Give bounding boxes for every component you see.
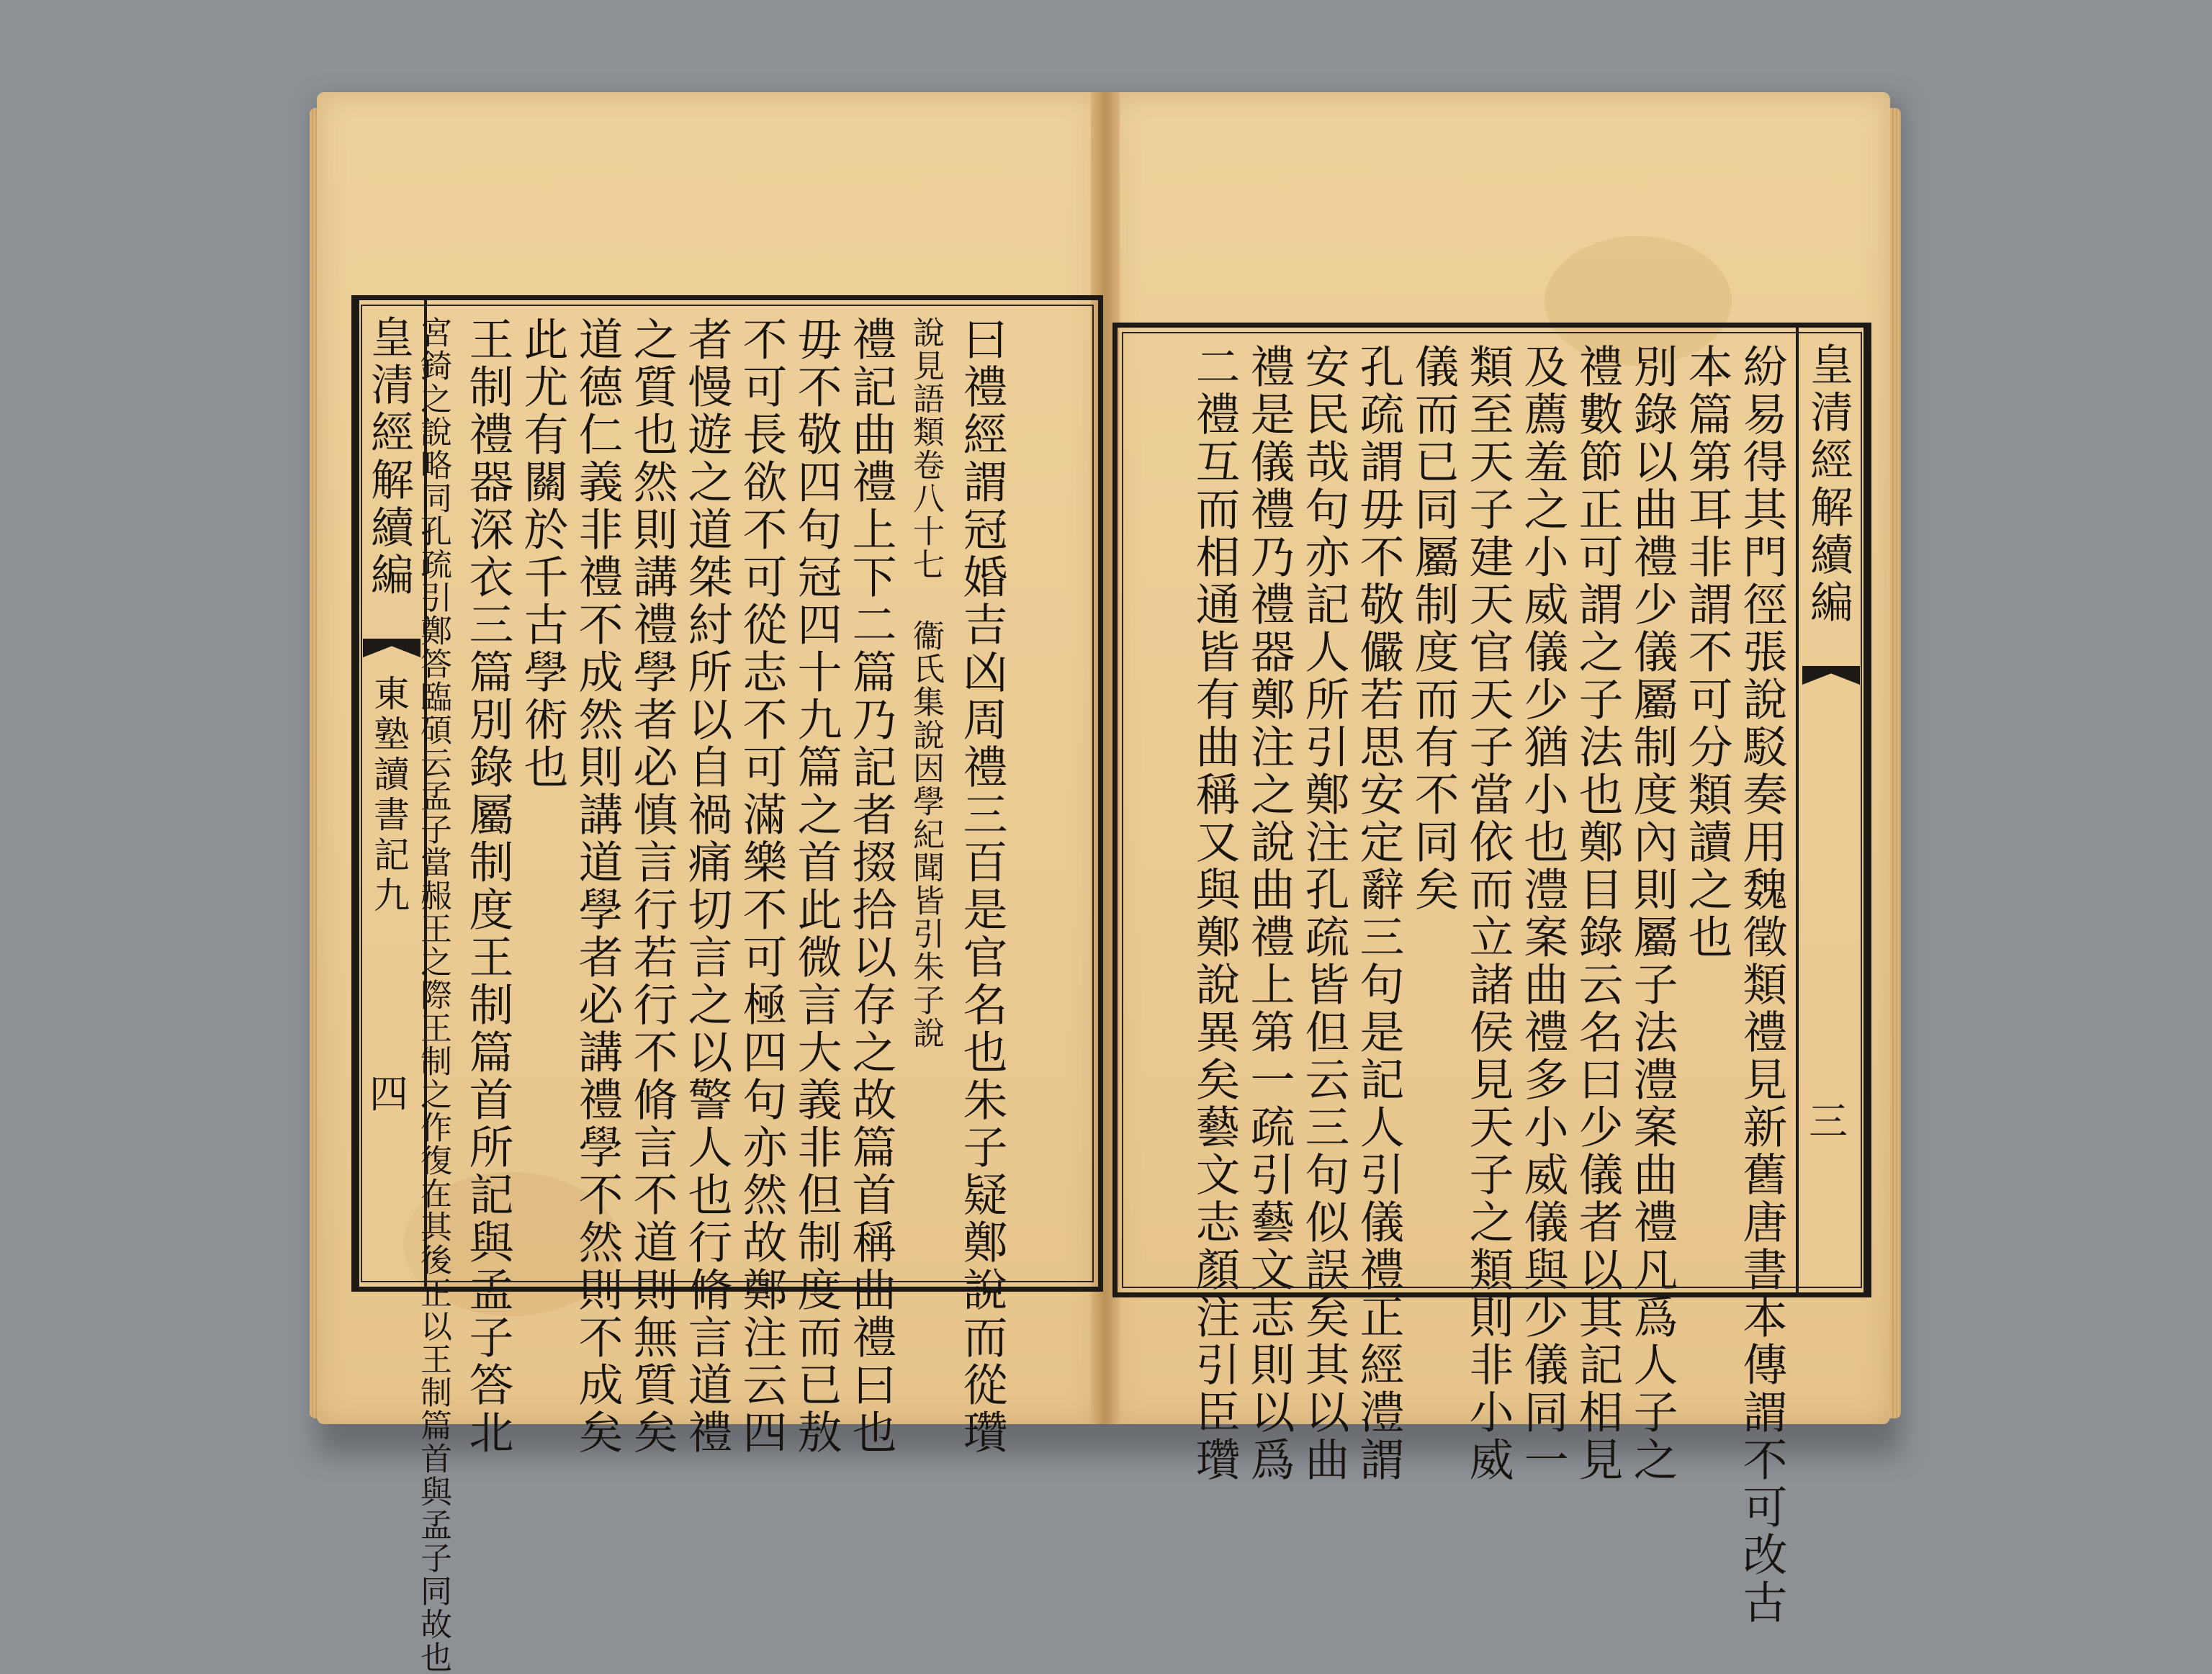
text-column: 曰禮經謂冠婚吉凶周禮三百是官名也朱子疑鄭說而從瓚	[956, 316, 1008, 1457]
text-column: 之質也然則講禮學者必慎言行若行不脩言不道則無質矣	[626, 316, 678, 1457]
text-column: 不可長欲不可從志不可滿樂不可極四句亦然故鄭注云四	[735, 316, 788, 1457]
band-title: 皇清經解續編	[1803, 342, 1853, 627]
text-column: 本篇第耳非謂不可分類讀之也	[1681, 343, 1733, 961]
text-column: 道德仁義非禮不成然則講道學者必講禮學不然則不成矣	[571, 316, 624, 1457]
text-column: 二禮互而相通皆有曲稱又與鄭說異矣藝文志顏注引臣瓚	[1188, 343, 1241, 1484]
band-subtitle: 東塾讀書記九	[368, 675, 410, 917]
text-column: 說見語類卷八十七 衞氏集說因學紀聞皆引朱子說	[907, 316, 944, 1050]
fish-tail-mark	[1802, 666, 1860, 685]
text-column: 宮錡之說略同孔疏引鄭答臨碩云孟子當赧王之際王制之作復在其後正以王制篇首與孟子同故也	[415, 316, 451, 1674]
page-number: 四	[369, 1071, 408, 1117]
text-column: 儀而已同屬制度而有不同矣	[1407, 343, 1460, 914]
text-column: 王制禮器深衣三篇別錄屬制度王制篇首所記與孟子答北	[462, 316, 514, 1457]
band-title: 皇清經解續編	[364, 315, 414, 600]
text-column: 此尤有關於千古學術也	[516, 316, 569, 791]
text-column: 者慢遊之道桀紂所以自禍痛切言之以警人也行脩言道禮	[680, 316, 733, 1457]
text-column: 安民哉句亦記人所引鄭注孔疏皆但云三句似誤矣其以曲	[1298, 343, 1350, 1484]
text-column: 禮記曲禮上下二篇乃記者掇拾以存之故篇首稱曲禮曰也	[845, 316, 897, 1457]
text-column: 毋不敬四句冠四十九篇之首此微言大義非但制度而已敖	[790, 316, 842, 1457]
text-column: 禮數節正可謂之子法也鄭目錄云名曰少儀者以其記相見	[1571, 343, 1624, 1484]
text-column: 類至天子建天官天子當依而立諸侯見天子之類則非小威	[1462, 343, 1514, 1484]
left-text-frame	[351, 295, 1103, 1674]
text-column: 孔疏謂毋不敬儼若思安定辭三句是記人引儀禮正經澧謂	[1352, 343, 1405, 1484]
text-column: 紛易得其門徑張說駁奏用魏徵類禮見新舊唐書本傳謂不可改古	[1735, 343, 1788, 1626]
text-column: 別錄以曲禮少儀屬制度內則屬子法澧案曲禮凡爲人子之	[1626, 343, 1678, 1484]
text-column: 禮是儀禮乃禮器鄭注之說曲禮上第一疏引藝文志則以爲	[1243, 343, 1295, 1484]
page-number: 三	[1809, 1099, 1848, 1144]
right-center-band	[1796, 328, 1866, 1292]
right-text-frame	[1112, 323, 1871, 1626]
text-column: 及薦羞之小威儀少猶小也澧案曲禮多小威儀與少儀同一	[1516, 343, 1569, 1484]
